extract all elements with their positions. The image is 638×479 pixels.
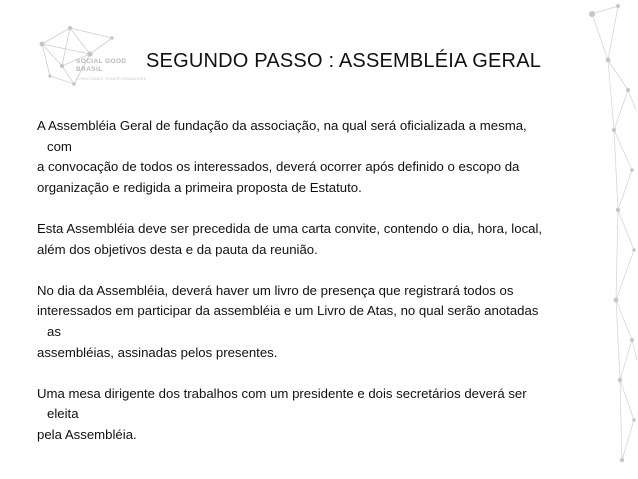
text-line: pela Assembléia. [37,426,137,442]
text-line: No dia da Assembléia, deverá haver um livro de presença que registrará todos os [37,282,514,298]
text-line: eleita [47,406,79,422]
text-line: interessados em participar da assembléia e um Livro de Atas, no qual serão anotadas [37,303,539,319]
paragraph-2 [37,219,603,260]
text-line: a convocação de todos os interessados, deverá ocorrer após definido o escopo da [37,159,520,175]
paragraph-1 [37,116,603,198]
text-line: A Assembléia Geral de fundação da associação, na qual será oficializada a mesma, [37,118,527,133]
text-line: Esta Assembléia deve ser precedida de uma carta convite, contendo o dia, hora, local, [37,220,543,236]
paragraph-spacer [37,260,603,281]
text-line: assembléias, assinadas pelos presentes. [37,344,278,360]
logo-text-line1: SOCIAL GOOD [76,58,127,65]
paragraph-3 [37,281,603,363]
logo-tagline: CONECTANDO TRANSFORMADORES [76,77,147,81]
text-line: com [47,138,72,154]
paragraph-spacer [37,198,603,219]
slide-title: SEGUNDO PASSO : ASSEMBLÉIA GERAL [146,50,542,72]
paragraph-4 [37,384,603,446]
text-line: organização e redigida a primeira proposta de Estatuto. [37,179,362,195]
paragraph-spacer [37,363,603,384]
slide-body [37,116,603,446]
text-line: as [47,323,61,339]
logo-text-line2: BRASIL [76,66,103,73]
text-line: além dos objetivos desta e da pauta da reunião. [37,241,318,257]
text-line: Uma mesa dirigente dos trabalhos com um presidente e dois secretários deverá ser [37,385,527,401]
